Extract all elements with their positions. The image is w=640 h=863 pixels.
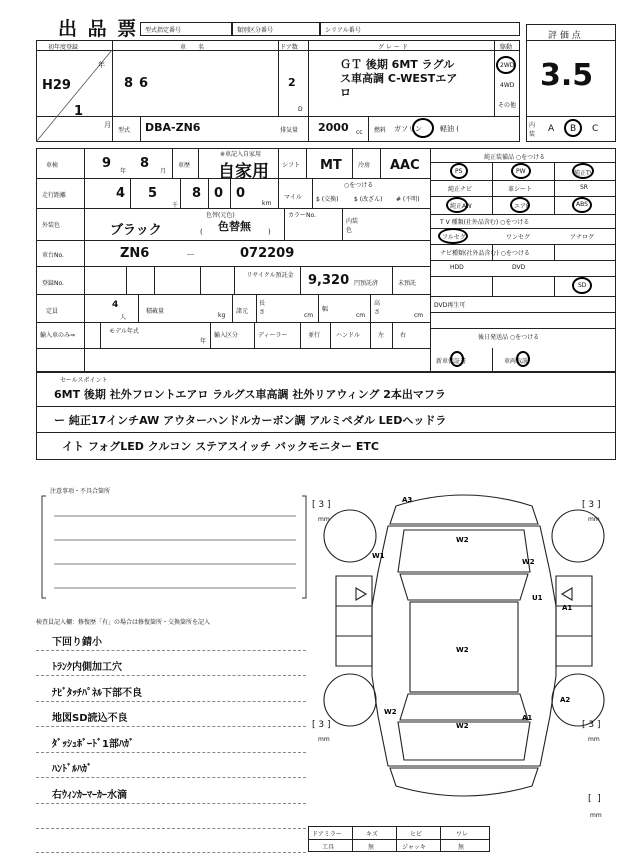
bracket-front-left: [ 3 ]: [312, 500, 331, 510]
equip-aw: 純正AW: [450, 203, 472, 210]
door-count: 2: [288, 76, 296, 89]
grade-line-2: ス車高調 C-WESTエア: [340, 72, 458, 85]
year-era: H29: [42, 78, 71, 93]
equip-airbag: エアB: [514, 203, 531, 210]
inspection-month: 8: [140, 156, 150, 171]
mark-w2-left: W2: [384, 708, 397, 716]
navi-sd: SD: [578, 282, 587, 289]
mileage-digit-2: 5: [148, 186, 158, 201]
mileage-digit-5: 0: [236, 186, 246, 201]
mark-w2-roof: W2: [456, 646, 469, 654]
displacement: 2000: [318, 121, 349, 134]
mark-a3: A3: [402, 496, 413, 504]
defect-3: ﾅﾋﾞﾀｯﾁﾊﾟﾈﾙ下部不良: [52, 688, 142, 699]
later-manual: 車両取説: [504, 358, 529, 365]
grade-line-1: ＧＴ 後期 6MT ラグル: [340, 58, 455, 71]
sales-line-3: イト フォグLED クルコン ステアスイッチ バックモニター ETC: [62, 440, 379, 453]
first-reg-month: 1: [74, 104, 84, 119]
type-approval-box: 型式指定番号: [140, 22, 232, 36]
mileage-digit-3: 8: [192, 186, 202, 201]
mark-w2-hood: W2: [456, 536, 469, 544]
mark-w1: W1: [372, 552, 385, 560]
recycle-amount: 9,320: [308, 273, 350, 288]
chassis-number: 072209: [240, 246, 295, 261]
later-warranty: 新車保証書: [436, 358, 467, 365]
inspection-year: 9: [102, 156, 112, 171]
serial-number-box: シリアル番号: [320, 22, 520, 36]
bracket-front-right: [ 3 ]: [582, 500, 601, 510]
bracket-rear-left: [ 3 ]: [312, 720, 331, 730]
chassis-prefix: ZN6: [120, 246, 150, 261]
grade-line-3: ロ: [340, 86, 351, 99]
sales-line-2: ー 純正17インチAW アウターハンドルカーボン調 アルミペダル LEDヘッドラ: [54, 414, 447, 427]
class-number-box: 類別区分番号: [232, 22, 320, 36]
equip-ps: PS: [455, 168, 463, 175]
bracket-rear-right: [ 3 ]: [582, 720, 601, 730]
score-label: 評 価 点: [548, 31, 581, 41]
drive-circle: [496, 56, 516, 74]
tv-fullseg: フルセグ: [442, 234, 466, 241]
sales-line-1: 6MT 後期 社外フロントエアロ ラルグス車高調 社外リアウィング 2本出マフラ: [54, 388, 446, 401]
mark-w2-trunk: W2: [456, 722, 469, 730]
notes-bracket: [40, 494, 308, 600]
form-title: 出 品 票: [58, 18, 139, 40]
fuel-value: ガソリン: [394, 125, 422, 133]
bracket-extra: [ ]: [588, 794, 601, 804]
mileage-digit-4: 0: [214, 186, 224, 201]
ac-type: AAC: [390, 158, 420, 173]
notes-title: 注意事項・不具合箇所: [50, 488, 111, 495]
shift-type: MT: [320, 158, 342, 173]
mark-a2: A2: [560, 696, 571, 704]
car-name: 86: [124, 76, 155, 91]
mark-w2-right: W2: [522, 558, 535, 566]
mark-u1: U1: [532, 594, 543, 602]
interior-grade-circle: [564, 119, 582, 137]
equip-abs: ABS: [576, 201, 588, 208]
model-code: DBA-ZN6: [145, 121, 201, 134]
equip-tv: 純正TV: [574, 170, 594, 177]
mark-a1-rear: A1: [522, 714, 533, 722]
inspector-note: 検査員記入欄：修復歴「有」の場合は修復箇所・交換箇所を記入: [36, 619, 211, 626]
mileage-digit-1: 4: [116, 186, 126, 201]
repaint-status: 色替無: [218, 220, 251, 233]
score-value: 3.5: [540, 58, 594, 93]
car-damage-diagram: [316, 476, 612, 816]
equip-pw: PW: [516, 168, 526, 175]
usage-type: 自家用: [218, 162, 269, 182]
capacity: 4: [112, 300, 119, 310]
defect-5: ﾀﾞｯｼｭﾎﾞｰﾄﾞ1部ﾊｶﾞ: [52, 739, 134, 750]
fuel-circle: [412, 118, 434, 138]
defect-6: ﾊﾝﾄﾞﾙﾊｶﾞ: [52, 764, 92, 775]
defect-2: ﾄﾗﾝｸ内側加工穴: [52, 662, 122, 673]
defect-1: 下回り錆小: [52, 637, 102, 648]
defect-4: 地図SD読込不良: [52, 713, 128, 724]
defect-7: 右ｳｨﾝｶｰﾏｰｶｰ水滴: [52, 790, 127, 801]
exterior-color: ブラック: [110, 223, 162, 238]
drive-2wd: 2WD: [500, 62, 515, 69]
mark-a1-right: A1: [562, 604, 573, 612]
